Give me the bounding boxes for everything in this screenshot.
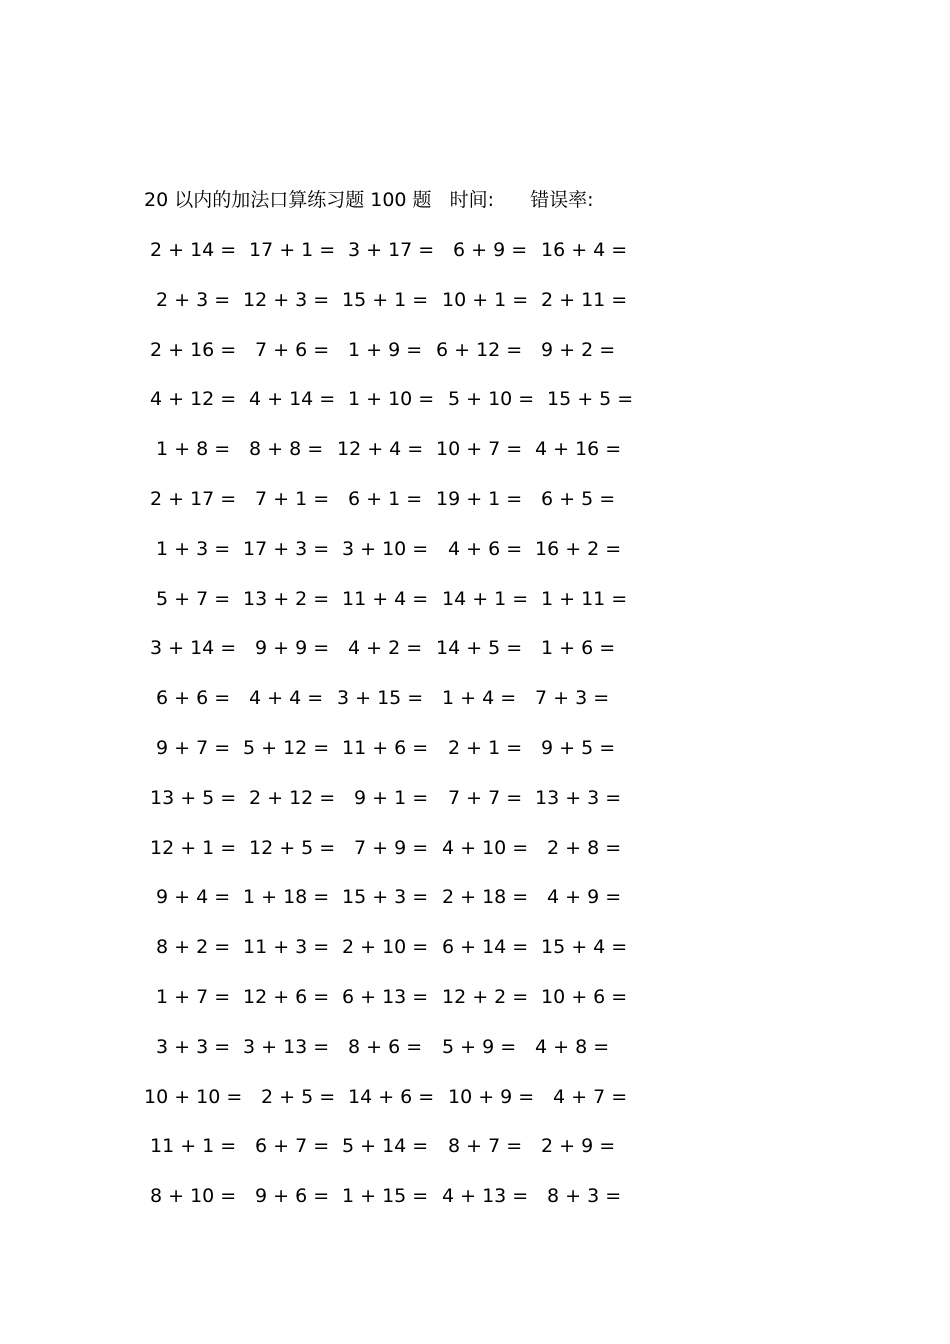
addition-problem: 11 + 1 =: [150, 1135, 237, 1158]
addition-problem: 7 + 7 =: [448, 786, 523, 809]
addition-problem: 8 + 6 =: [348, 1035, 423, 1058]
addition-problem: 10 + 9 =: [448, 1085, 535, 1108]
addition-problem: 14 + 1 =: [442, 587, 529, 610]
addition-problem: 12 + 1 =: [150, 836, 237, 859]
addition-problem: 1 + 8 =: [156, 438, 231, 461]
addition-problem: 1 + 4 =: [442, 687, 517, 710]
addition-problem: 10 + 10 =: [144, 1085, 243, 1108]
addition-problem: 6 + 9 =: [453, 239, 528, 261]
addition-problem: 9 + 2 =: [541, 338, 616, 361]
addition-problem: 1 + 7 =: [156, 986, 231, 1008]
addition-problem: 7 + 3 =: [535, 687, 610, 710]
addition-problem: 7 + 9 =: [354, 836, 429, 859]
addition-problem: 12 + 3 =: [243, 288, 330, 311]
addition-problem: 1 + 18 =: [243, 886, 330, 909]
addition-problem: 9 + 4 =: [156, 886, 231, 909]
addition-problem: 4 + 7 =: [553, 1085, 628, 1108]
addition-problem: 12 + 4 =: [337, 438, 424, 461]
addition-problem: 19 + 1 =: [436, 488, 523, 510]
addition-problem: 14 + 5 =: [436, 637, 523, 660]
problem-row: [0, 286, 950, 314]
addition-problem: 4 + 12 =: [150, 388, 237, 411]
addition-problem: 7 + 1 =: [255, 488, 330, 510]
addition-problem: 2 + 12 =: [249, 786, 336, 809]
addition-problem: 3 + 14 =: [150, 637, 237, 660]
addition-problem: 9 + 9 =: [255, 637, 330, 660]
addition-problem: 4 + 2 =: [348, 637, 423, 660]
addition-problem: 12 + 2 =: [442, 986, 529, 1008]
problem-row: [0, 834, 950, 862]
problem-row: [0, 1083, 950, 1111]
addition-problem: 1 + 15 =: [342, 1185, 429, 1208]
time-label: 时间:: [449, 189, 495, 211]
problem-row: [0, 1132, 950, 1160]
addition-problem: 5 + 12 =: [243, 737, 330, 759]
addition-problem: 4 + 8 =: [535, 1035, 610, 1058]
addition-problem: 10 + 7 =: [436, 438, 523, 461]
addition-problem: 10 + 1 =: [442, 288, 529, 311]
addition-problem: 3 + 13 =: [243, 1035, 330, 1058]
addition-problem: 2 + 10 =: [342, 936, 429, 959]
addition-problem: 2 + 9 =: [541, 1135, 616, 1158]
problem-row: [0, 535, 950, 563]
addition-problem: 4 + 16 =: [535, 438, 622, 461]
addition-problem: 4 + 13 =: [442, 1185, 529, 1208]
addition-problem: 1 + 10 =: [348, 388, 435, 411]
addition-problem: 4 + 4 =: [249, 687, 324, 710]
addition-problem: 6 + 7 =: [255, 1135, 330, 1158]
addition-problem: 2 + 1 =: [448, 737, 523, 759]
addition-problem: 11 + 6 =: [342, 737, 429, 759]
addition-problem: 3 + 10 =: [342, 537, 429, 560]
addition-problem: 2 + 8 =: [547, 836, 622, 859]
addition-problem: 3 + 3 =: [156, 1035, 231, 1058]
addition-problem: 13 + 2 =: [243, 587, 330, 610]
addition-problem: 15 + 5 =: [547, 388, 634, 411]
addition-problem: 14 + 6 =: [348, 1085, 435, 1108]
addition-problem: 8 + 2 =: [156, 936, 231, 959]
addition-problem: 9 + 7 =: [156, 737, 231, 759]
addition-problem: 3 + 17 =: [348, 239, 435, 261]
problem-row: [0, 933, 950, 961]
addition-problem: 4 + 14 =: [249, 388, 336, 411]
addition-problem: 2 + 5 =: [261, 1085, 336, 1108]
addition-problem: 6 + 6 =: [156, 687, 231, 710]
addition-problem: 6 + 12 =: [436, 338, 523, 361]
addition-problem: 10 + 6 =: [541, 986, 628, 1008]
addition-problem: 1 + 11 =: [541, 587, 628, 610]
addition-problem: 5 + 14 =: [342, 1135, 429, 1158]
addition-problem: 13 + 3 =: [535, 786, 622, 809]
addition-problem: 9 + 1 =: [354, 786, 429, 809]
addition-problem: 2 + 11 =: [541, 288, 628, 311]
addition-problem: 12 + 5 =: [249, 836, 336, 859]
worksheet-title: 20 以内的加法口算练习题 100 题: [144, 189, 432, 211]
addition-problem: 5 + 7 =: [156, 587, 231, 610]
problem-row: [0, 585, 950, 613]
addition-problem: 2 + 16 =: [150, 338, 237, 361]
addition-problem: 2 + 3 =: [156, 288, 231, 311]
addition-problem: 6 + 13 =: [342, 986, 429, 1008]
addition-problem: 15 + 1 =: [342, 288, 429, 311]
problem-row: [0, 485, 950, 513]
problem-row: [0, 236, 950, 264]
addition-problem: 13 + 5 =: [150, 786, 237, 809]
addition-problem: 2 + 14 =: [150, 239, 237, 261]
addition-problem: 4 + 10 =: [442, 836, 529, 859]
addition-problem: 4 + 9 =: [547, 886, 622, 909]
worksheet-header: [144, 186, 593, 214]
addition-problem: 2 + 18 =: [442, 886, 529, 909]
addition-problem: 8 + 3 =: [547, 1185, 622, 1208]
addition-problem: 11 + 4 =: [342, 587, 429, 610]
addition-problem: 6 + 1 =: [348, 488, 423, 510]
addition-problem: 15 + 4 =: [541, 936, 628, 959]
addition-problem: 8 + 8 =: [249, 438, 324, 461]
addition-problem: 1 + 9 =: [348, 338, 423, 361]
addition-problem: 11 + 3 =: [243, 936, 330, 959]
problem-row: [0, 336, 950, 364]
problem-row: [0, 385, 950, 413]
addition-problem: 3 + 15 =: [337, 687, 424, 710]
addition-problem: 9 + 6 =: [255, 1185, 330, 1208]
addition-problem: 9 + 5 =: [541, 737, 616, 759]
addition-problem: 1 + 6 =: [541, 637, 616, 660]
addition-problem: 8 + 7 =: [448, 1135, 523, 1158]
addition-problem: 7 + 6 =: [255, 338, 330, 361]
problem-row: [0, 784, 950, 812]
addition-problem: 6 + 14 =: [442, 936, 529, 959]
addition-problem: 8 + 10 =: [150, 1185, 237, 1208]
addition-problem: 16 + 2 =: [535, 537, 622, 560]
addition-problem: 2 + 17 =: [150, 488, 237, 510]
addition-problem: 4 + 6 =: [448, 537, 523, 560]
problem-row: [0, 983, 950, 1011]
problem-row: [0, 883, 950, 911]
addition-problem: 1 + 3 =: [156, 537, 231, 560]
problem-row: [0, 634, 950, 662]
error-rate-label: 错误率:: [530, 189, 594, 211]
problem-row: [0, 1033, 950, 1061]
problem-row: [0, 435, 950, 463]
problem-row: [0, 1182, 950, 1210]
problem-row: [0, 734, 950, 762]
addition-problem: 6 + 5 =: [541, 488, 616, 510]
addition-problem: 15 + 3 =: [342, 886, 429, 909]
addition-problem: 17 + 3 =: [243, 537, 330, 560]
addition-problem: 5 + 10 =: [448, 388, 535, 411]
addition-problem: 12 + 6 =: [243, 986, 330, 1008]
addition-problem: 5 + 9 =: [442, 1035, 517, 1058]
addition-problem: 16 + 4 =: [541, 239, 628, 261]
problem-row: [0, 684, 950, 712]
addition-problem: 17 + 1 =: [249, 239, 336, 261]
